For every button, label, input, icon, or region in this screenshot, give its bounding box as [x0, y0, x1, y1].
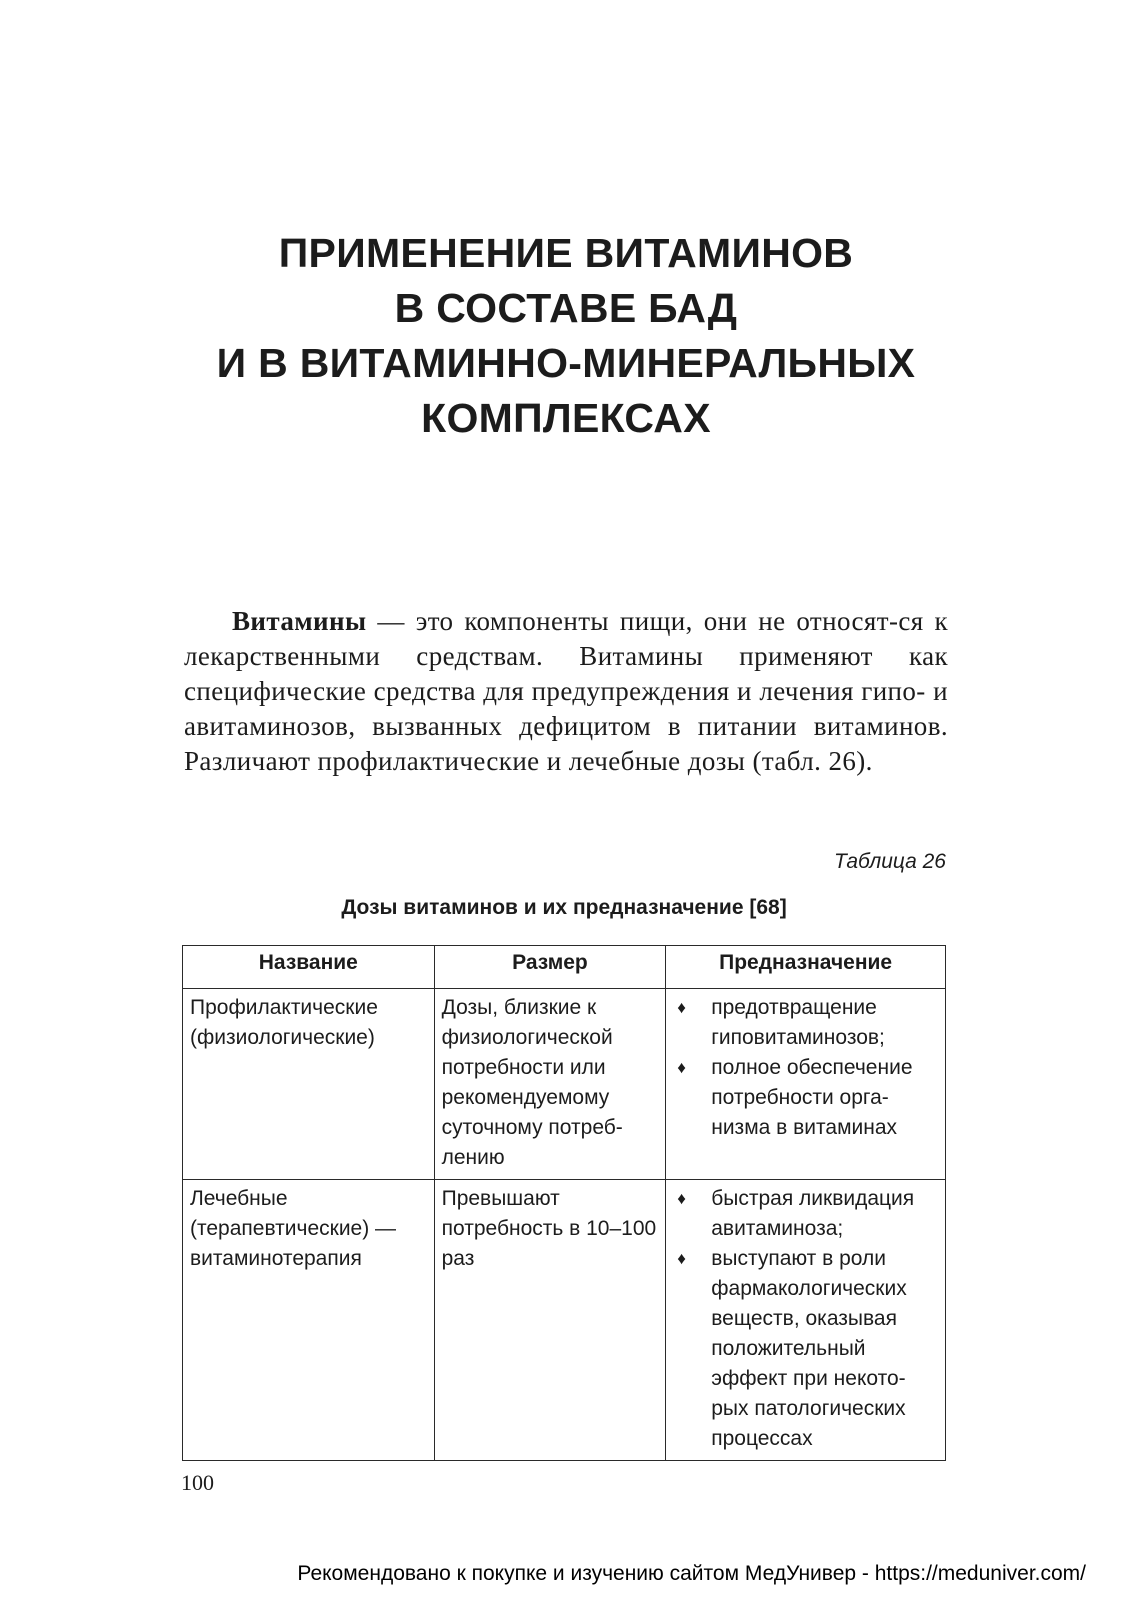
- page-title: [140, 226, 992, 446]
- purpose-text: предотвращение гиповитаминозов;: [711, 996, 885, 1049]
- purpose-text: выступают в роли фармакологических веществ, оказывая положительный эффект при некото-рых патологических процессах: [711, 1247, 907, 1450]
- footer-recommendation: Рекомендовано к покупке и изучению сайтом МедУнивер - https://meduniver.com/: [297, 1562, 1086, 1585]
- intro-text: — это компоненты пищи, они не относят-ся к лекарственными средствам. Витамины применяют как специфические средства для предупреждения и лечения гипо- и авитаминозов, вызванных дефицитом в питании витаминов. Различают профилактические и лечебные дозы (табл. 26).: [184, 606, 948, 776]
- column-header-name: Название: [183, 946, 435, 989]
- intro-bold-term: Витамины: [232, 606, 367, 636]
- intro-paragraph: [184, 604, 948, 779]
- page-number: 100: [181, 1470, 214, 1495]
- diamond-bullet-icon: ♦: [677, 998, 686, 1017]
- table-header-row: [183, 946, 946, 989]
- title-line: КОМПЛЕКСАХ: [421, 395, 711, 441]
- cell-purpose: [666, 1180, 946, 1461]
- purpose-list: [673, 993, 939, 1143]
- purpose-list: [673, 1184, 939, 1454]
- purpose-item: [673, 1184, 939, 1244]
- cell-size: Дозы, близкие к физиологической потребности или рекомендуемому суточному потреб-лению: [434, 989, 666, 1180]
- purpose-item: [673, 1053, 939, 1143]
- cell-purpose: [666, 989, 946, 1180]
- cell-size: Превышают потребность в 10–100 раз: [434, 1180, 666, 1461]
- diamond-bullet-icon: ♦: [677, 1058, 686, 1077]
- purpose-text: полное обеспечение потребности орга-низма в витаминах: [711, 1056, 913, 1139]
- column-header-purpose: Предназначение: [666, 946, 946, 989]
- cell-name: Лечебные (терапевтические) — витаминотерапия: [183, 1180, 435, 1461]
- table-caption: Дозы витаминов и их предназначение [68]: [341, 896, 787, 919]
- purpose-text: быстрая ликвидация авитаминоза;: [711, 1187, 915, 1240]
- table-row: [183, 1180, 946, 1461]
- diamond-bullet-icon: ♦: [677, 1249, 686, 1268]
- cell-name: Профилактические (физиологические): [183, 989, 435, 1180]
- title-line: И В ВИТАМИННО-МИНЕРАЛЬНЫХ: [216, 340, 916, 386]
- title-line: ПРИМЕНЕНИЕ ВИТАМИНОВ: [278, 230, 854, 276]
- purpose-item: [673, 993, 939, 1053]
- diamond-bullet-icon: ♦: [677, 1189, 686, 1208]
- purpose-item: [673, 1244, 939, 1454]
- table-row: [183, 989, 946, 1180]
- column-header-size: Размер: [434, 946, 666, 989]
- doses-table: [182, 945, 946, 1461]
- title-line: В СОСТАВЕ БАД: [394, 285, 738, 331]
- table-number: Таблица 26: [833, 850, 946, 873]
